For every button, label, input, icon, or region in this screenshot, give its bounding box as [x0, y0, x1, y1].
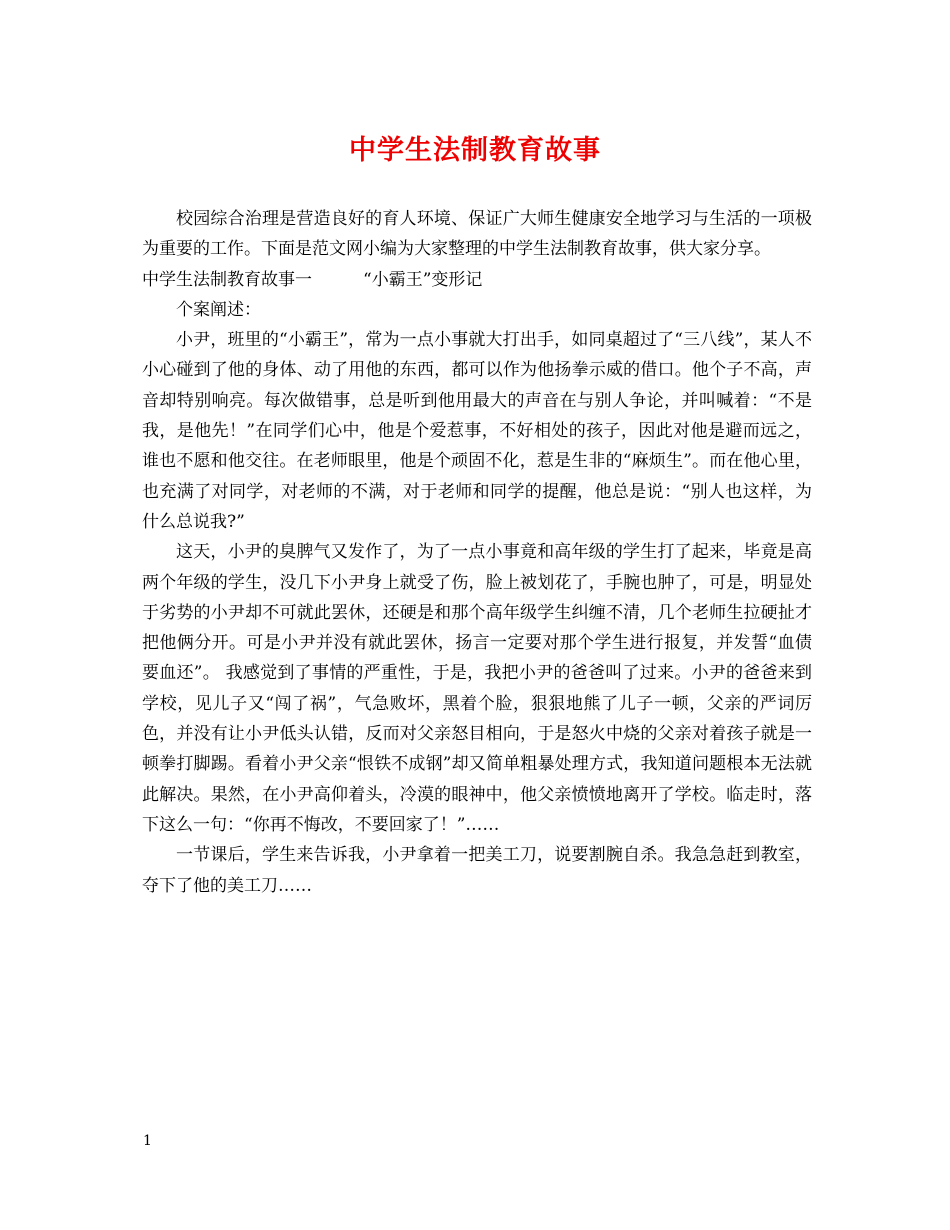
document-title: 中学生法制教育故事 — [349, 135, 601, 166]
body-paragraph: 小尹，班里的“小霸王”，常为一点小事就大打出手，如同桌超过了“三八线”，某人不小心碰到了他的身体、动了用他的东西，都可以作为他扬拳示威的借口。他个子不高，声音却特别响亮。每次做错事，总是听到他用最大的声音在与别人争论，并叫喊着：“不是我，是他先！”在同学们心中，他是个爱惹事，不好相处的孩子，因此对他是避而远之，谁也不愿和他交往。在老师眼里，他是个顽固不化，惹是生非的“麻烦生”。而在他心里，也充满了对同学，对老师的不满，对于老师和同学的提醒，他总是说：“别人也这样，为什么总说我?” — [142, 330, 812, 532]
body-paragraph: 这天，小尹的臭脾气又发作了，为了一点小事竟和高年级的学生打了起来，毕竟是高两个年级的学生，没几下小尹身上就受了伤，脸上被划花了，手腕也肿了，可是，明显处于劣势的小尹却不可就此罢休，还硬是和那个高年级学生纠缠不清，几个老师生拉硬扯才把他俩分开。可是小尹并没有就此罢休，扬言一定要对那个学生进行报复，并发誓“血债要血还”。 我感觉到了事情的严重性，于是，我把小尹的爸爸叫了过来。小尹的爸爸来到学校，见儿子又“闯了祸”，气急败坏，黑着个脸，狠狠地熊了儿子一顿，父亲的严词厉色，并没有让小尹低头认错，反而对父亲怒目相向，于是怒火中烧的父亲对着孩子就是一顿拳打脚踢。看着小尹父亲“恨铁不成钢”却又简单粗暴处理方式，我知道问题根本无法就此解决。果然，在小尹高仰着头，冷漠的眼神中，他父亲愤愤地离开了学校。临走时，落下这么一句：“你再不悔改，不要回家了！”…… — [142, 542, 812, 835]
document-body — [142, 204, 812, 901]
story-heading: 中学生法制教育故事一 “小霸王”变形记 — [142, 269, 483, 290]
page-number: 1 — [143, 1133, 152, 1149]
intro-paragraph: 校园综合治理是营造良好的育人环境、保证广大师生健康安全地学习与生活的一项极为重要的工作。下面是范文网小编为大家整理的中学生法制教育故事，供大家分享。 — [142, 209, 812, 260]
body-paragraph: 一节课后，学生来告诉我，小尹拿着一把美工刀，说要割腕自杀。我急急赶到教室，夺下了他的美工刀…… — [142, 845, 812, 896]
case-label: 个案阐述： — [176, 299, 261, 320]
